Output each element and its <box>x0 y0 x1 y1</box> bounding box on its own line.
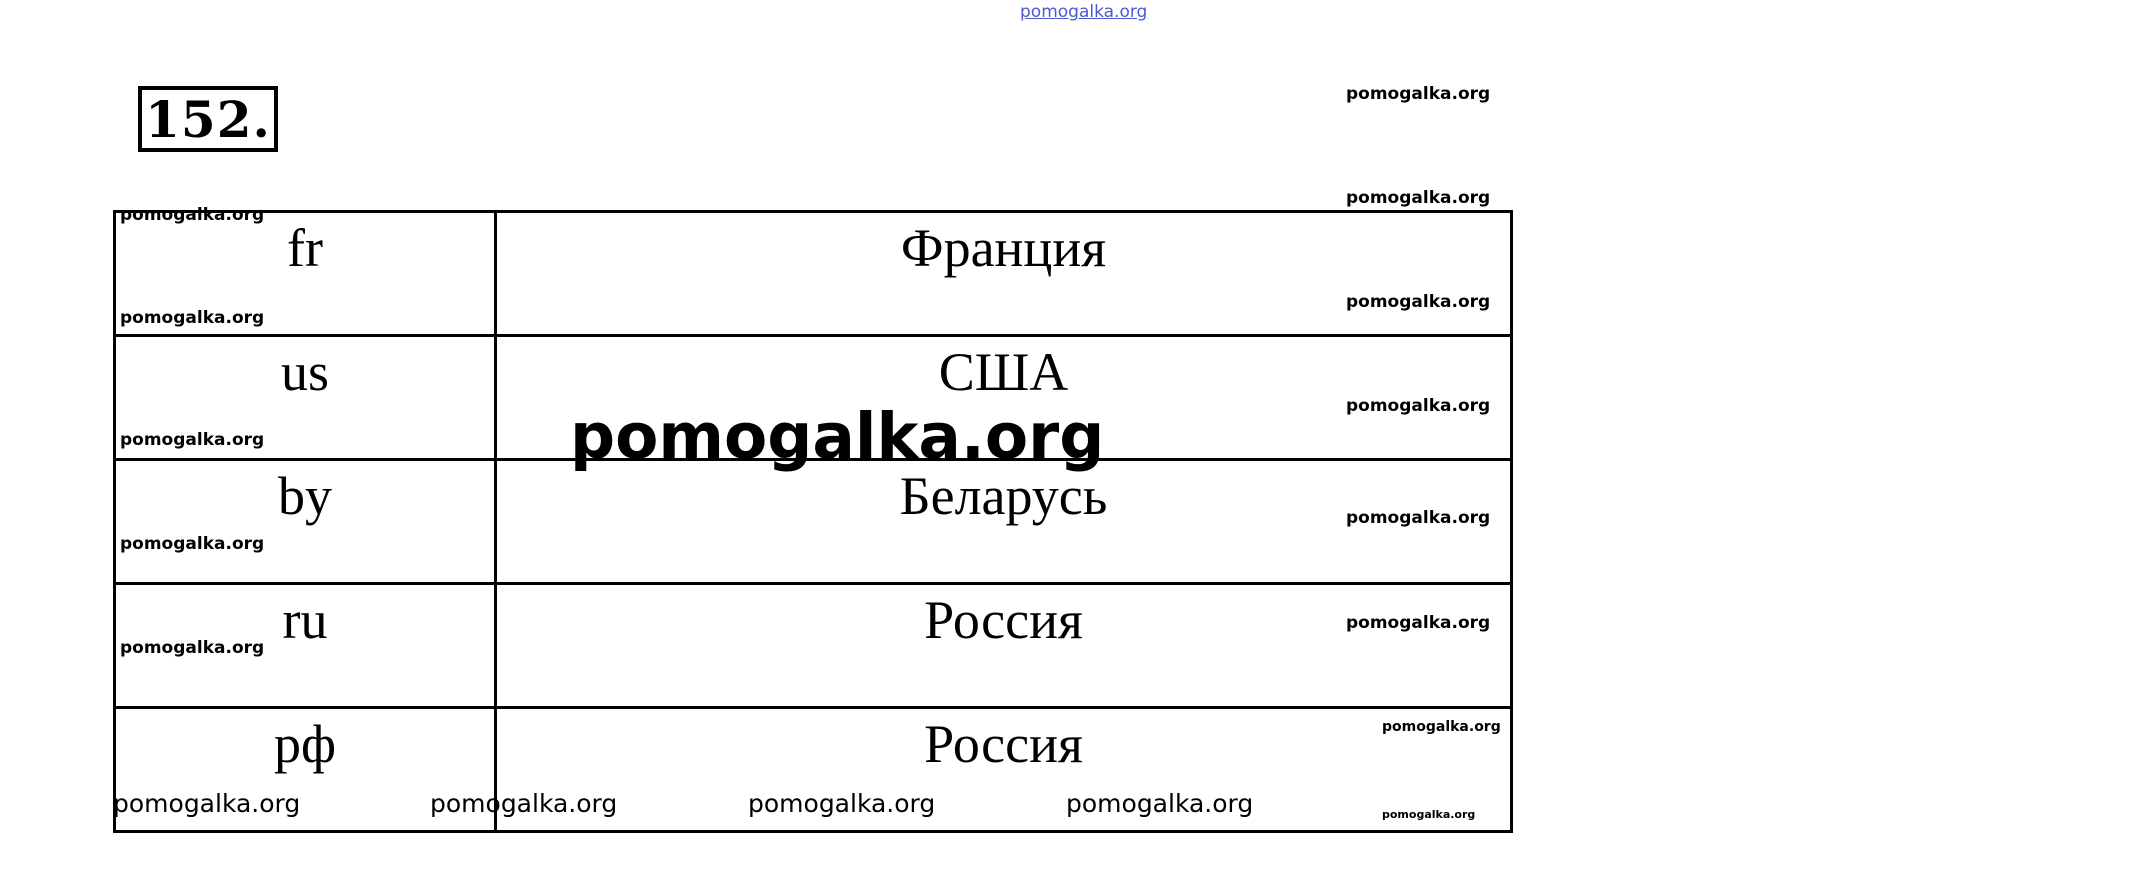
watermark-large: pomogalka.org <box>570 400 1105 473</box>
country-cell <box>496 708 1512 832</box>
watermark: pomogalka.org <box>1346 84 1491 104</box>
domain-code: рф <box>274 714 336 774</box>
task-number: 152. <box>145 89 271 149</box>
table-row <box>115 460 1512 584</box>
table-row <box>115 584 1512 708</box>
domain-code: ru <box>282 590 328 650</box>
country-cell <box>496 212 1512 336</box>
watermark: pomogalka.org <box>1346 292 1491 312</box>
country-name: Беларусь <box>899 466 1108 526</box>
watermark: pomogalka.org <box>748 789 936 818</box>
domain-code: us <box>280 342 329 402</box>
task-number-box <box>138 86 278 152</box>
country-name: США <box>938 342 1069 402</box>
watermark: pomogalka.org <box>120 205 265 225</box>
table-row <box>115 212 1512 336</box>
domain-code: fr <box>287 218 323 278</box>
watermark: pomogalka.org <box>1346 188 1491 208</box>
country-name: Россия <box>924 714 1083 774</box>
country-cell <box>496 584 1512 708</box>
code-cell <box>115 460 496 584</box>
watermark: pomogalka.org <box>1066 789 1254 818</box>
answer-table <box>113 210 1513 833</box>
watermark: pomogalka.org <box>120 430 265 450</box>
watermark: pomogalka.org <box>113 789 301 818</box>
domain-code: by <box>278 466 332 526</box>
watermark: pomogalka.org <box>1346 396 1491 416</box>
watermark: pomogalka.org <box>120 308 265 328</box>
watermark: pomogalka.org <box>1382 808 1476 821</box>
watermark: pomogalka.org <box>1346 508 1491 528</box>
watermark: pomogalka.org <box>1382 719 1501 735</box>
country-name: Россия <box>924 590 1083 650</box>
watermark: pomogalka.org <box>120 534 265 554</box>
watermark: pomogalka.org <box>430 789 618 818</box>
watermark: pomogalka.org <box>120 638 265 658</box>
watermark: pomogalka.org <box>1346 613 1491 633</box>
site-link[interactable]: pomogalka.org <box>1020 2 1148 22</box>
country-name: Франция <box>900 218 1107 278</box>
